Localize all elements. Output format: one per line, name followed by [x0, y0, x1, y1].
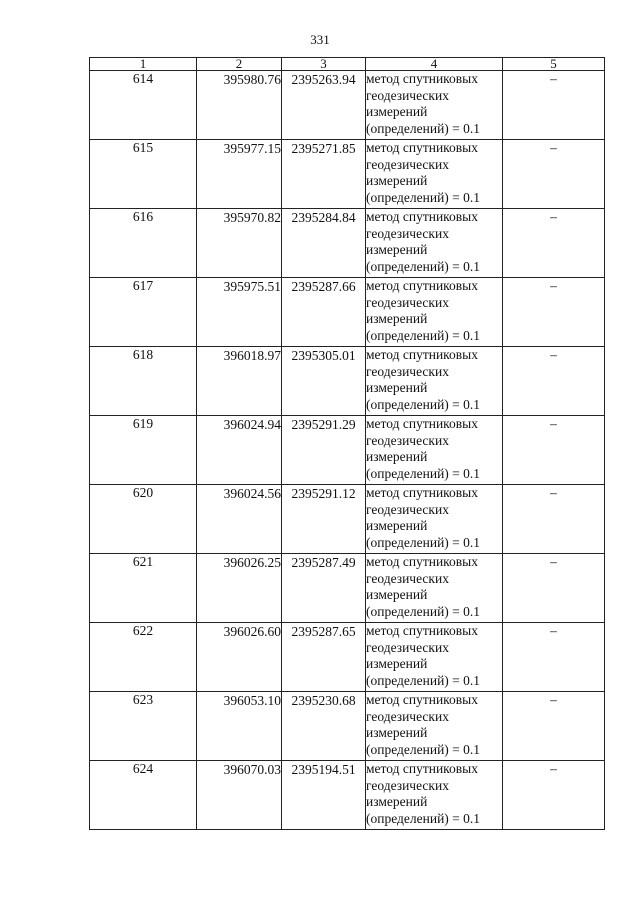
point-number-cell: 614 [90, 71, 197, 140]
column-header: 5 [503, 58, 605, 71]
method-text-line: геодезических [366, 156, 449, 172]
note-cell: – [503, 692, 605, 761]
method-text-line: (определений) = 0.1 [366, 672, 481, 688]
method-text-line: метод спутниковых [366, 761, 478, 776]
method-cell [366, 623, 503, 692]
method-text-line: измерений [366, 311, 428, 327]
method-text-line: метод спутниковых [366, 140, 478, 155]
page-number: 331 [310, 32, 330, 47]
note-cell: – [503, 347, 605, 416]
point-number-cell: 622 [90, 623, 197, 692]
method-cell [366, 209, 503, 278]
method-cell [366, 71, 503, 140]
column-header: 4 [366, 58, 503, 71]
y-coordinate-cell: 2395284.84 [282, 209, 366, 278]
method-text-line: геодезических [366, 570, 449, 586]
method-cell [366, 761, 503, 830]
table-header-row [90, 58, 605, 71]
column-header: 1 [90, 58, 197, 71]
method-text-line: (определений) = 0.1 [366, 258, 481, 274]
x-coordinate-cell: 396018.97 [197, 347, 282, 416]
x-coordinate-cell: 395980.76 [197, 71, 282, 140]
method-text-line: (определений) = 0.1 [366, 465, 481, 481]
method-cell [366, 692, 503, 761]
method-text-line: геодезических [366, 363, 449, 379]
method-text-line: измерений [366, 656, 428, 672]
y-coordinate-cell: 2395291.12 [282, 485, 366, 554]
method-text-line: метод спутниковых [366, 692, 478, 707]
x-coordinate-cell: 396070.03 [197, 761, 282, 830]
method-text-line: метод спутниковых [366, 623, 478, 638]
note-cell: – [503, 71, 605, 140]
method-text-line: измерений [366, 173, 428, 189]
method-text-line: измерений [366, 518, 428, 534]
method-text-line: (определений) = 0.1 [366, 327, 481, 343]
note-cell: – [503, 278, 605, 347]
note-cell: – [503, 416, 605, 485]
method-text-line: измерений [366, 794, 428, 810]
x-coordinate-cell: 396024.94 [197, 416, 282, 485]
x-coordinate-cell: 395970.82 [197, 209, 282, 278]
method-cell [366, 416, 503, 485]
method-text-line: (определений) = 0.1 [366, 189, 481, 205]
y-coordinate-cell: 2395287.66 [282, 278, 366, 347]
x-coordinate-cell: 395975.51 [197, 278, 282, 347]
method-text-line: метод спутниковых [366, 209, 478, 224]
note-cell: – [503, 623, 605, 692]
method-text-line: измерений [366, 104, 428, 120]
y-coordinate-cell: 2395287.65 [282, 623, 366, 692]
point-number-cell: 619 [90, 416, 197, 485]
table-row [90, 347, 605, 416]
point-number-cell: 617 [90, 278, 197, 347]
point-number-cell: 615 [90, 140, 197, 209]
method-text-line: геодезических [366, 87, 449, 103]
method-text-line: метод спутниковых [366, 485, 478, 500]
table-row [90, 485, 605, 554]
coordinates-table-body [90, 58, 605, 830]
method-cell [366, 278, 503, 347]
table-row [90, 761, 605, 830]
method-cell [366, 347, 503, 416]
point-number-cell: 618 [90, 347, 197, 416]
x-coordinate-cell: 396026.25 [197, 554, 282, 623]
method-text-line: метод спутниковых [366, 278, 478, 293]
method-text-line: геодезических [366, 225, 449, 241]
y-coordinate-cell: 2395263.94 [282, 71, 366, 140]
y-coordinate-cell: 2395287.49 [282, 554, 366, 623]
x-coordinate-cell: 396024.56 [197, 485, 282, 554]
x-coordinate-cell: 396026.60 [197, 623, 282, 692]
point-number-cell: 620 [90, 485, 197, 554]
method-text-line: (определений) = 0.1 [366, 810, 481, 826]
method-text-line: метод спутниковых [366, 71, 478, 86]
note-cell: – [503, 485, 605, 554]
point-number-cell: 624 [90, 761, 197, 830]
table-row [90, 416, 605, 485]
method-text-line: метод спутниковых [366, 554, 478, 569]
point-number-cell: 623 [90, 692, 197, 761]
method-text-line: (определений) = 0.1 [366, 534, 481, 550]
method-text-line: измерений [366, 449, 428, 465]
method-text-line: метод спутниковых [366, 416, 478, 431]
column-header: 2 [197, 58, 282, 71]
method-text-line: измерений [366, 242, 428, 258]
coordinates-table [89, 57, 605, 830]
method-text-line: геодезических [366, 777, 449, 793]
method-text-line: геодезических [366, 639, 449, 655]
method-text-line: (определений) = 0.1 [366, 603, 481, 619]
note-cell: – [503, 761, 605, 830]
method-text-line: геодезических [366, 708, 449, 724]
method-cell [366, 140, 503, 209]
method-text-line: (определений) = 0.1 [366, 396, 481, 412]
x-coordinate-cell: 396053.10 [197, 692, 282, 761]
method-text-line: измерений [366, 587, 428, 603]
y-coordinate-cell: 2395271.85 [282, 140, 366, 209]
table-row [90, 278, 605, 347]
table-row [90, 71, 605, 140]
method-text-line: геодезических [366, 501, 449, 517]
x-coordinate-cell: 395977.15 [197, 140, 282, 209]
note-cell: – [503, 140, 605, 209]
point-number-cell: 616 [90, 209, 197, 278]
table-row [90, 140, 605, 209]
point-number-cell: 621 [90, 554, 197, 623]
table-row [90, 554, 605, 623]
y-coordinate-cell: 2395291.29 [282, 416, 366, 485]
column-header: 3 [282, 58, 366, 71]
method-text-line: геодезических [366, 294, 449, 310]
note-cell: – [503, 209, 605, 278]
method-text-line: (определений) = 0.1 [366, 741, 481, 757]
method-text-line: измерений [366, 725, 428, 741]
method-cell [366, 554, 503, 623]
method-text-line: (определений) = 0.1 [366, 120, 481, 136]
y-coordinate-cell: 2395194.51 [282, 761, 366, 830]
method-text-line: измерений [366, 380, 428, 396]
method-text-line: геодезических [366, 432, 449, 448]
table-row [90, 692, 605, 761]
y-coordinate-cell: 2395305.01 [282, 347, 366, 416]
table-row [90, 209, 605, 278]
note-cell: – [503, 554, 605, 623]
method-cell [366, 485, 503, 554]
method-text-line: метод спутниковых [366, 347, 478, 362]
table-row [90, 623, 605, 692]
y-coordinate-cell: 2395230.68 [282, 692, 366, 761]
